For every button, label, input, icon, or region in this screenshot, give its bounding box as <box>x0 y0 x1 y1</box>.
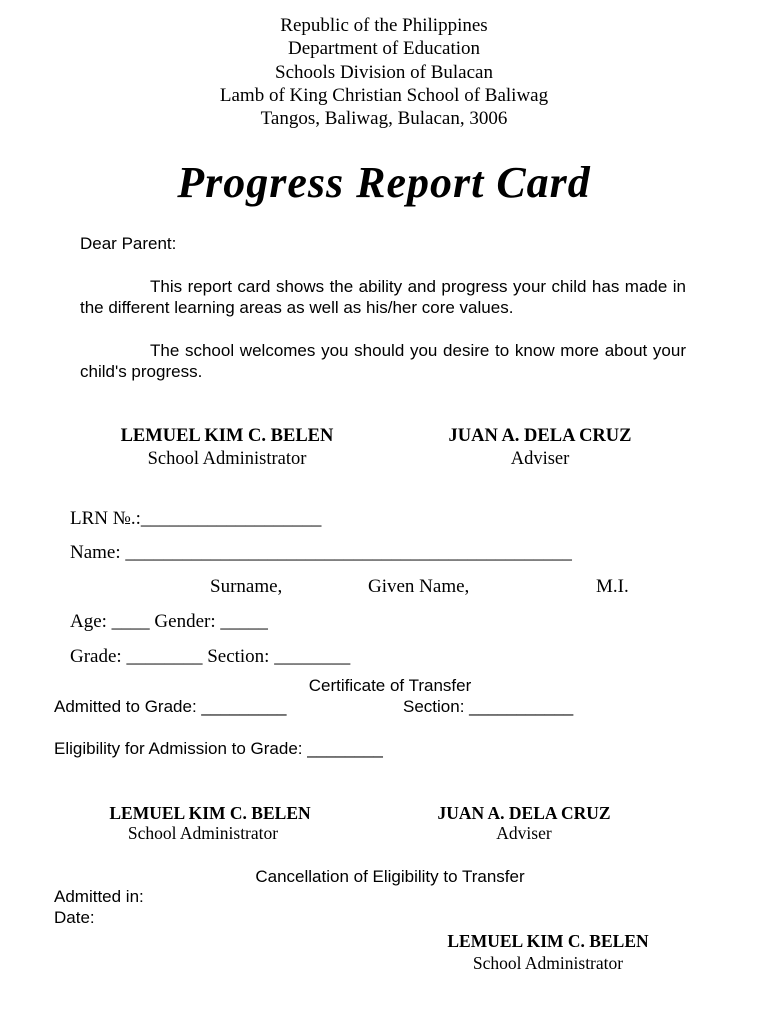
page-title: Progress Report Card <box>177 158 591 207</box>
signatory-adviser-name: JUAN A. DELA CRUZ <box>448 426 632 446</box>
salutation: Dear Parent: <box>80 234 177 253</box>
signatory-administrator-name: LEMUEL KIM C. BELEN <box>447 931 649 951</box>
admitted-in-field[interactable]: Admitted in: <box>54 887 144 906</box>
letter-paragraph-1: This report card shows the ability and progress your child has made in the different learning areas as well as his/her core values. <box>80 277 686 317</box>
signatory-adviser-name: JUAN A. DELA CRUZ <box>437 803 611 823</box>
signatory-administrator-name: LEMUEL KIM C. BELEN <box>120 426 334 446</box>
lrn-field[interactable]: LRN №.:___________________ <box>70 508 322 529</box>
header-division: Schools Division of Bulacan <box>275 62 493 83</box>
header-department: Department of Education <box>287 38 481 59</box>
age-gender-field[interactable]: Age: ____ Gender: _____ <box>70 611 268 632</box>
signatory-administrator-name: LEMUEL KIM C. BELEN <box>109 803 311 823</box>
grade-section-field[interactable]: Grade: ________ Section: ________ <box>70 646 351 667</box>
name-mi-label: M.I. <box>596 576 629 597</box>
transfer-section-field[interactable]: Section: ___________ <box>403 697 574 716</box>
cancellation-heading: Cancellation of Eligibility to Transfer <box>255 867 525 886</box>
header-school-name: Lamb of King Christian School of Baliwag <box>219 85 549 106</box>
signatory-adviser-role: Adviser <box>496 823 552 843</box>
signatory-administrator-role: School Administrator <box>127 823 279 843</box>
name-surname-label: Surname, <box>210 576 283 597</box>
signatory-adviser-role: Adviser <box>510 449 570 469</box>
name-given-label: Given Name, <box>368 576 470 597</box>
admitted-to-grade-field[interactable]: Admitted to Grade: _________ <box>54 697 287 716</box>
eligibility-field[interactable]: Eligibility for Admission to Grade: ________ <box>54 739 383 758</box>
date-field[interactable]: Date: <box>54 908 95 927</box>
name-field[interactable]: Name: _______________________________________________ <box>70 542 572 563</box>
letter-paragraph-2: The school welcomes you should you desire to know more about your child's progress. <box>80 341 686 381</box>
header-school-address: Tangos, Baliwag, Bulacan, 3006 <box>260 108 508 129</box>
header-republic: Republic of the Philippines <box>280 15 488 36</box>
signatory-administrator-role: School Administrator <box>472 953 624 973</box>
transfer-heading: Certificate of Transfer <box>308 676 472 695</box>
signatory-administrator-role: School Administrator <box>147 449 307 469</box>
